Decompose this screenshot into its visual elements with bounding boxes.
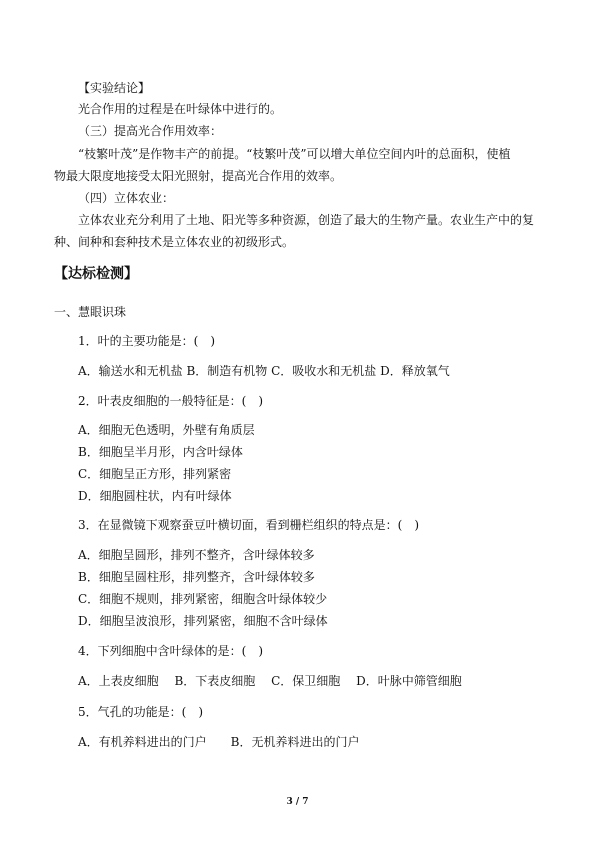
question-1-options: A．输送水和无机盐 B．制造有机物 C．吸收水和无机盐 D．释放氧气 (78, 364, 450, 378)
page-number: 3 / 7 (286, 797, 309, 807)
question-3-option-b: B．细胞呈圆柱形，排列整齐，含叶绿体较多 (78, 570, 315, 584)
question-2-option-c: C．细胞呈正方形，排列紧密 (78, 467, 232, 481)
sub3-text-line2: 物最大限度地接受太阳光照射，提高光合作用的效率。 (54, 169, 343, 183)
sub3-text-line1: “枝繁叶茂”是作物丰产的前提。“枝繁叶茂”可以增大单位空间内叶的总面积，使植 (78, 147, 511, 161)
question-2-option-d: D．细胞圆柱状，内有叶绿体 (78, 489, 232, 503)
question-3-option-c: C．细胞不规则，排列紧密，细胞含叶绿体较少 (78, 592, 328, 606)
question-2-option-b: B．细胞呈半月形，内含叶绿体 (78, 445, 243, 459)
question-5-stem: 5．气孔的功能是：( ) (78, 705, 203, 719)
question-3-option-d: D．细胞呈波浪形，排列紧密，细胞不含叶绿体 (78, 614, 328, 628)
conclusion-text: 光合作用的过程是在叶绿体中进行的。 (78, 102, 283, 116)
sub4-heading: （四）立体农业： (78, 191, 175, 205)
question-5-options: A．有机养料进出的门户 B．无机养料进出的门户 (78, 735, 360, 749)
question-1-stem: 1．叶的主要功能是：( ) (78, 334, 215, 348)
question-3-stem: 3．在显微镜下观察蚕豆叶横切面，看到栅栏组织的特点是：( ) (78, 518, 420, 532)
question-4-stem: 4．下列细胞中含叶绿体的是：( ) (78, 644, 263, 658)
sub3-heading: （三）提高光合作用效率： (78, 124, 223, 138)
question-2-option-a: A．细胞无色透明，外壁有角质层 (78, 423, 255, 437)
conclusion-heading: 【实验结论】 (78, 81, 151, 95)
sub4-text-line1: 立体农业充分利用了土地、阳光等多种资源，创造了最大的生物产量。农业生产中的复 (78, 213, 535, 227)
sub4-text-line2: 种、间种和套种技术是立体农业的初级形式。 (54, 235, 295, 249)
question-2-stem: 2．叶表皮细胞的一般特征是：( ) (78, 394, 263, 408)
part-heading: 一、慧眼识珠 (54, 305, 127, 319)
section-title: 【达标检测】 (54, 266, 138, 282)
question-3-option-a: A．细胞呈圆形，排列不整齐，含叶绿体较多 (78, 548, 315, 562)
question-4-options: A．上表皮细胞 B．下表皮细胞 C．保卫细胞 D．叶脉中筛管细胞 (78, 674, 462, 688)
